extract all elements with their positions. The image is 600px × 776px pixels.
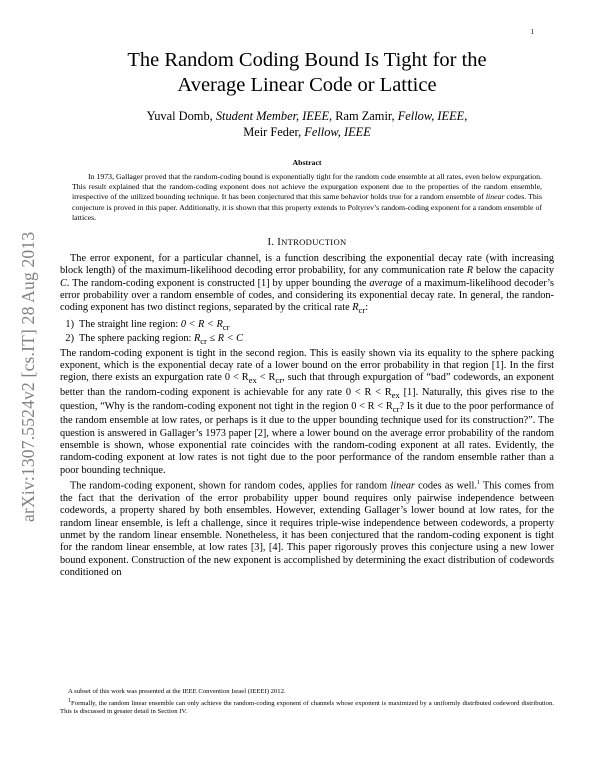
- footnote-presentation: A subset of this work was presented at the IEEE Convention Israel (IEEEI) 2012.: [68, 688, 286, 695]
- abstract-text: In 1973, Gallager proved that the random-coding bound is exponentially tight for the random code ensemble at all rates, even below expurgation. This result explained that the random-coding exponent does not achieve the expurgation exponent due to the properties of the random ensemble, irrespective of the utilized bounding technique. It has been conjectured that this same behavior holds true for a random ensemble of linear codes. This conjecture is proved in this paper. Additionally, it is shown that this property extends to Poltyrev’s random-coding exponent for a random ensemble of lattices.: [72, 172, 542, 222]
- paragraph: The random-coding exponent is tight in the second region. This is easily shown via its equality to the sphere packing exponent, which is the exponential decay rate of a lower bound on the error probability in that region [1]. In the first region, there exists an expurgation rate $0 < R_{ex} < R_{cr}$, such that through expurgation of “bad” codewords, an exponent better than the random-coding exponent is achievable for any rate $0 < R < R_{ex}$ [1]. Naturally, this gives rise to the question, “Why is the random-coding exponent not tight in the region $0 < R < R_{cr}$? Is it due to the poor performance of the random ensemble at low rates, or perhaps is it due to the upper bounding technique used for its construction?”. The question is answered in Gallager’s 1973 paper [2], where a lower bound on the average error probability of the random ensemble is shown, whose exponential rate coincides with the random-coding exponent at all rates. Evidently, the random-coding exponent at low rates is not tight due to the poor performance of the random ensemble rather than a poor bounding technique.: [60, 347, 554, 476]
- footnote-marker[interactable]: 1: [476, 480, 480, 487]
- title-line-1: The Random Coding Bound Is Tight for the: [127, 49, 487, 71]
- list-item: 1) The straight line region: $0 < R < R_{cr}$: [65, 318, 230, 332]
- paragraph: The error exponent, for a particular channel, is a function describing the exponential decay rate (with increasing block length) of the maximum-likelihood decoding error probability, for any communication rate R below the capacity C. The random-coding exponent is constructed [1] by upper bounding the average of a maximum-likelihood decoder’s error probability over a random ensemble of codes, and considering its exponential decay rate. In general, the randon-coding exponent has two distinct regions, separated by the critical rate $R_{cr}$:: [60, 253, 554, 316]
- paragraph: The random-coding exponent, shown for random codes, applies for random linear codes as well.$^1$ This comes from the fact that the derivation of the error probability upper bound requires only pairwise independence between codewords, a property shared by both ensembles. However, extending Gallager’s lower bound at low rates, for the random linear ensemble, is left a challenge, since it requires triple-wise independence between codewords, a property unmet by the random linear ensemble. Nonetheless, it has been conjectured that the random-coding exponent is tight for the random linear ensemble, at low rates [3], [4]. This paper rigorously proves this conjecture using a new lower bound exponent. Construction of the new exponent is accomplished by determining the exact distribution of codewords conditioned on: [60, 480, 554, 578]
- region-list: [60, 319, 554, 348]
- author-affiliation: Student Member, IEEE: [215, 109, 330, 123]
- paper-title: [60, 48, 554, 98]
- author-name: , Ram Zamir,: [329, 109, 398, 123]
- author-list: [60, 108, 554, 140]
- footnotes: [60, 688, 554, 717]
- paper-body: [60, 48, 554, 579]
- list-item: 2) The sphere packing region: $R_{cr} \le R < C$: [65, 333, 243, 347]
- section-heading-introduction: I. INTRODUCTION: [267, 237, 347, 249]
- author-name: Meir Feder,: [243, 125, 305, 139]
- arxiv-identifier-stamp[interactable]: arXiv:1307.5524v2 [cs.IT] 28 Aug 2013: [18, 231, 38, 522]
- footnote-1: $^1$Formally, the random linear ensemble can only achieve the random-coding exponent of channels whose exponent is maximized by a uniformly distributed codeword distribution. This is discussed in greater detail in Section IV.: [60, 697, 554, 716]
- author-affiliation: Fellow, IEEE,: [397, 109, 468, 123]
- abstract-heading: Abstract: [292, 158, 322, 167]
- title-line-2: Average Linear Code or Lattice: [177, 74, 437, 96]
- author-name: Yuval Domb,: [146, 109, 216, 123]
- page-number: 1: [530, 28, 534, 36]
- author-affiliation: Fellow, IEEE: [304, 125, 371, 139]
